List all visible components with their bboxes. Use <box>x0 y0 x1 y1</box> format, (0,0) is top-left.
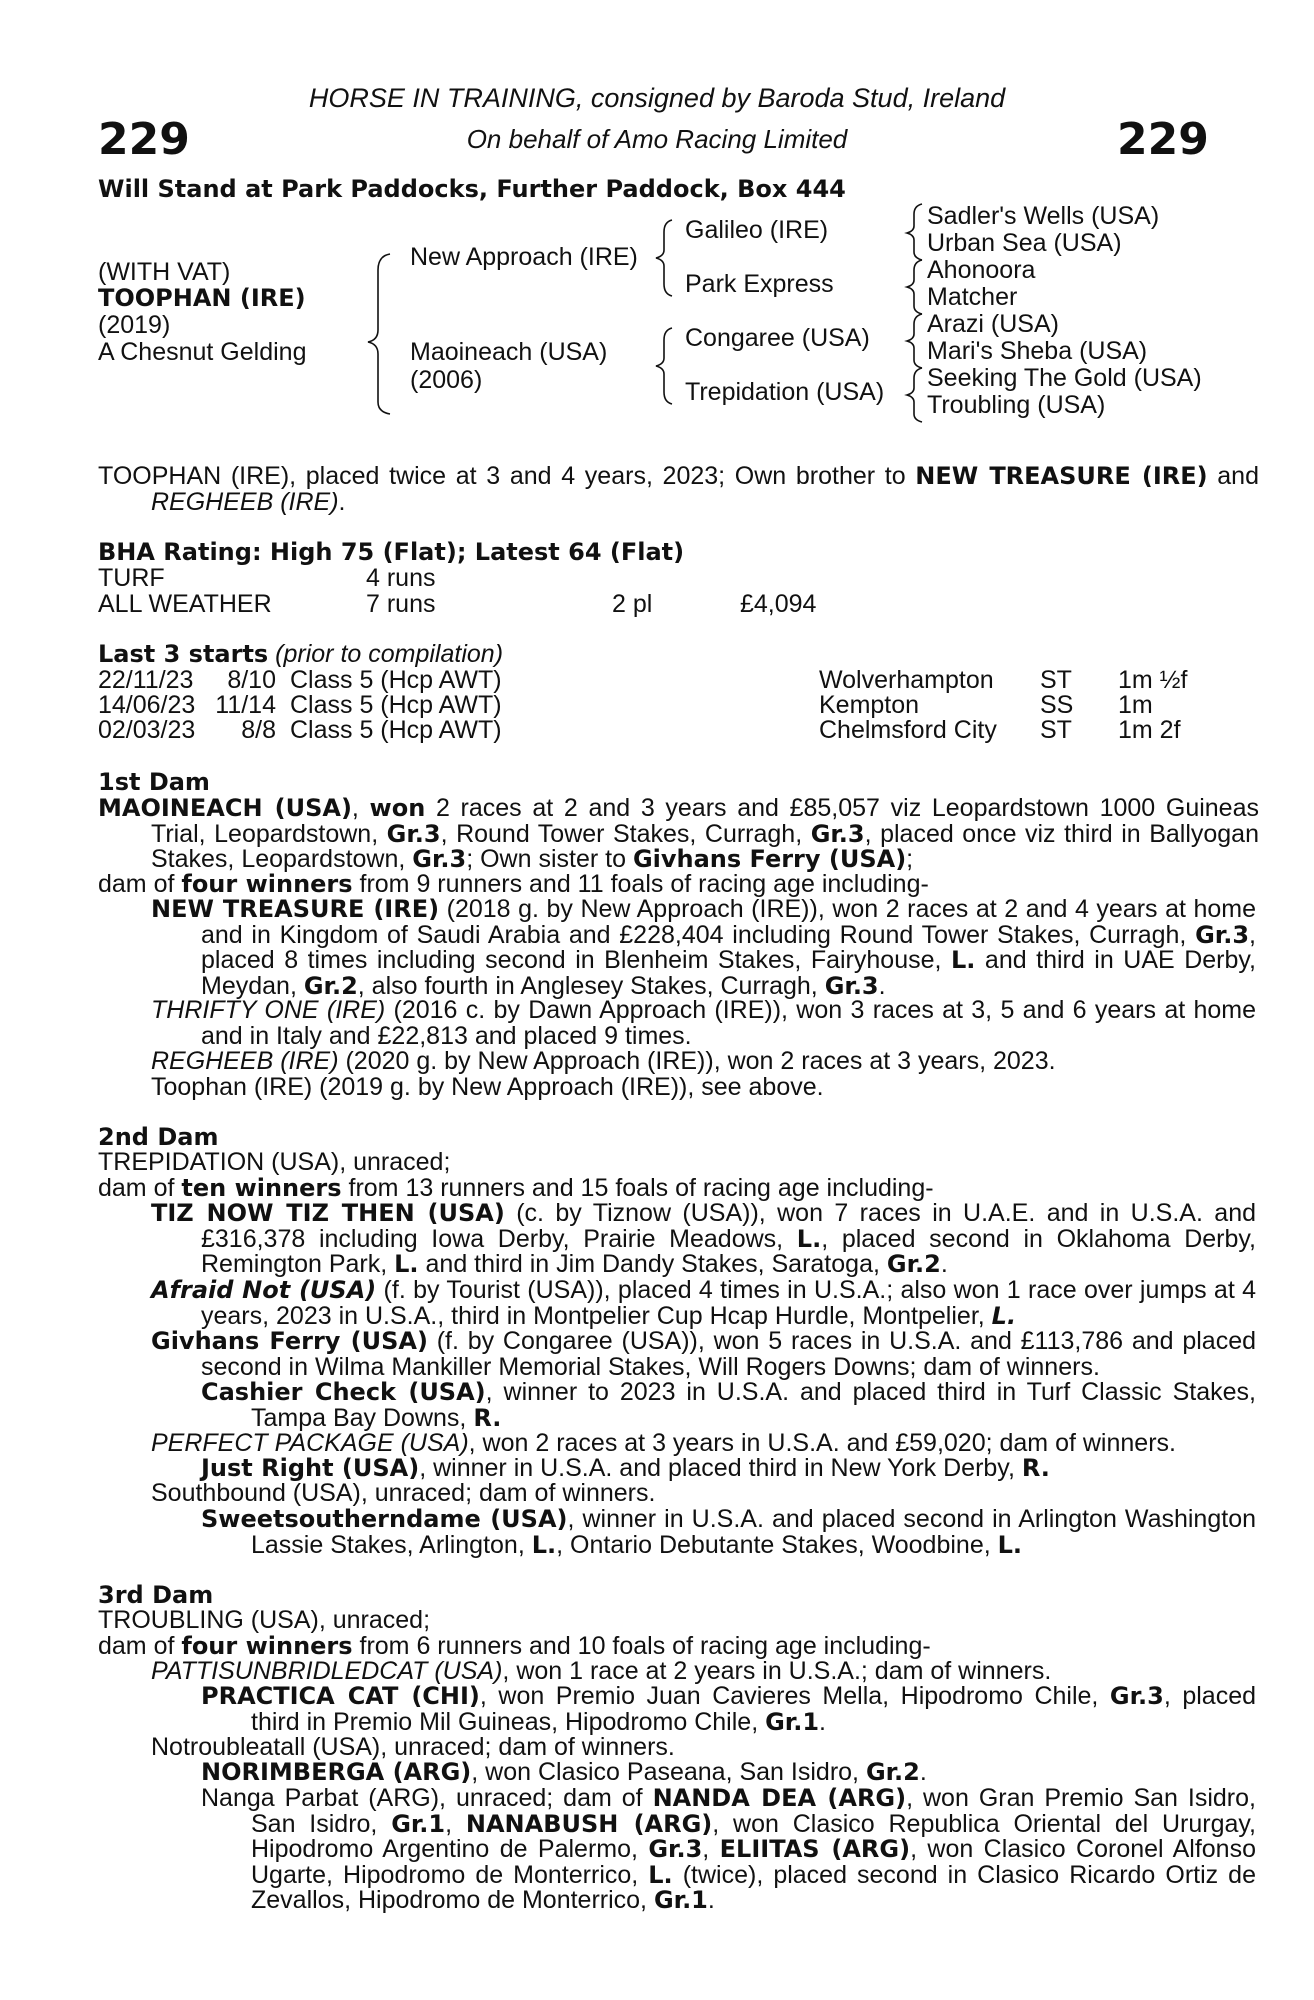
progeny-givhans-ferry <box>151 1329 1256 1380</box>
progeny-just-right <box>201 1456 1206 1482</box>
text: , placed third in Premio Mil Guineas, Hipodromo Chile, <box>251 1682 1257 1736</box>
row-class: Class 5 (Hcp AWT) <box>290 666 502 694</box>
sire-sire: Galileo (IRE) <box>685 216 829 244</box>
text: Nanga Parbat (ARG), unraced; dam of <box>201 1784 653 1812</box>
progeny-name: REGHEEB (IRE) <box>151 1047 339 1075</box>
text: . <box>919 1758 927 1786</box>
aw-placed: 2 pl <box>612 590 653 618</box>
grade: Gr.1 <box>653 1886 708 1914</box>
stand-location: Will Stand at Park Paddocks, Further Paddock, Box 444 <box>98 175 846 203</box>
text: (2020 g. by New Approach (IRE)), won 2 races at 3 years, 2023. <box>338 1047 1056 1075</box>
intro-brother2-name: REGHEEB (IRE) <box>151 487 339 516</box>
turf-runs: 4 runs <box>366 564 436 592</box>
progeny-name: NANABUSH (ARG) <box>465 1809 713 1838</box>
text: . <box>819 1707 826 1736</box>
listed: L. <box>796 1224 822 1253</box>
text: (2018 g. by New Approach (IRE)), won 2 races at 2 and 4 years at home and in Kingdom of Saudi Arabia and £228,404 including Round Tower Stakes, Curragh, <box>201 895 1256 949</box>
dam: Maoineach (USA) <box>410 338 608 366</box>
row-course: Kempton <box>819 691 920 719</box>
on-behalf-line: On behalf of Amo Racing Limited <box>466 124 848 154</box>
text: , also fourth in Anglesey Stakes, Curragh, <box>357 971 825 1000</box>
dam2-name: TREPIDATION (USA), unraced; <box>98 1148 451 1176</box>
aw-label: ALL WEATHER <box>98 590 272 618</box>
row-class: Class 5 (Hcp AWT) <box>290 716 502 744</box>
intro-paragraph <box>98 464 1259 515</box>
progeny-practica-cat <box>201 1684 1256 1735</box>
dam3-heading: 3rd Dam <box>98 1581 214 1609</box>
row-distance: 1m 2f <box>1118 716 1181 744</box>
aw-runs: 7 runs <box>366 590 436 618</box>
text: ; <box>906 845 914 873</box>
horse-year: (2019) <box>98 311 171 339</box>
won-label: won <box>369 794 426 822</box>
text: , won Gran Premio San Isidro, San Isidro, <box>251 1784 1256 1838</box>
aw-prize: £4,094 <box>740 590 817 618</box>
intro-text: TOOPHAN (IRE), placed twice at 3 and 4 years, 2023; Own brother to <box>98 462 916 490</box>
lot-number-right: 229 <box>1117 114 1209 165</box>
grade: Gr.3 <box>1195 920 1250 949</box>
grade: Gr.2 <box>865 1758 920 1786</box>
grade: Gr.3 <box>1109 1682 1164 1710</box>
progeny-name: Afraid Not (USA) <box>151 1276 377 1304</box>
progeny-afraid-not <box>151 1278 1256 1329</box>
text: . <box>878 971 886 1000</box>
grade: Gr.3 <box>412 845 467 873</box>
text: from 13 runners and 15 foals of racing age including- <box>341 1174 934 1202</box>
sister-name: Givhans Ferry (USA) <box>632 845 907 873</box>
dam1-summary <box>98 796 1259 873</box>
row-going: SS <box>1040 691 1074 719</box>
text: 2 races at 2 and 3 years and £85,057 viz Leopardstown 1000 Guineas Trial, Leopardstown, <box>151 794 1259 848</box>
text: (f. by Congaree (USA)), won 5 races in U.S.A. and £113,786 and placed second in Wilma Mankiller Memorial Stakes, Will Rogers Downs; dam of winners. <box>201 1327 1257 1381</box>
dam1-name: MAOINEACH (USA) <box>98 794 352 822</box>
horse-description: A Chesnut Gelding <box>98 338 307 366</box>
text: , won 1 race at 2 years in U.S.A.; dam of winners. <box>502 1657 1052 1685</box>
text: dam of <box>98 1632 182 1660</box>
last3-heading <box>98 642 503 668</box>
progeny-tiz-now <box>151 1201 1256 1278</box>
intro-period: . <box>338 487 346 516</box>
intro-brother-name: NEW TREASURE (IRE) <box>915 462 1208 490</box>
grade: Gr.1 <box>391 1809 446 1838</box>
text: ; Own sister to <box>466 845 633 873</box>
last3-title: Last 3 starts <box>98 640 269 668</box>
intro-and: and <box>1217 462 1259 490</box>
progeny-perfect-package <box>151 1431 1206 1457</box>
progeny-notroubleatall: Notroubleatall (USA), unraced; dam of winners. <box>151 1733 675 1761</box>
dam1-produce-intro <box>98 872 1206 898</box>
dam2-heading: 2nd Dam <box>98 1123 219 1151</box>
text: from 6 runners and 10 foals of racing age including- <box>352 1632 931 1660</box>
listed: L. <box>531 1530 557 1559</box>
text: , placed second in Oklahoma Derby, Remington Park, <box>201 1224 1256 1278</box>
listed: L. <box>997 1530 1023 1559</box>
winners-count: four winners <box>181 1632 353 1660</box>
row-course: Chelmsford City <box>819 716 997 744</box>
dam3-name: TROUBLING (USA), unraced; <box>98 1606 431 1634</box>
progeny-sweetsoutherndame <box>201 1507 1256 1558</box>
progeny-name: PATTISUNBRIDLEDCAT (USA) <box>151 1657 503 1685</box>
progeny-name: Cashier Check (USA) <box>201 1378 486 1406</box>
text: , winner in U.S.A. and placed third in New York Derby, <box>419 1454 1022 1482</box>
progeny-name: THRIFTY ONE (IRE) <box>151 996 386 1024</box>
progeny-name: ELIITAS (ARG) <box>719 1835 911 1863</box>
text: , winner in U.S.A. and placed second in Arlington Washington Lassie Stakes, Arlington, <box>251 1505 1256 1559</box>
progeny-new-treasure <box>151 897 1256 999</box>
listed: L. <box>648 1860 673 1889</box>
winners-count: four winners <box>181 870 353 898</box>
row-pos: 8/8 <box>241 716 276 744</box>
progeny-southbound: Southbound (USA), unraced; dam of winners. <box>151 1479 656 1507</box>
text: . <box>707 1886 715 1914</box>
row-distance: 1m ½f <box>1118 666 1188 694</box>
text: , placed once viz third in Ballyogan Stakes, Leopardstown, <box>151 819 1259 873</box>
progeny-name: PRACTICA CAT (CHI) <box>201 1682 480 1710</box>
text: (f. by Tourist (USA)), placed 4 times in U.S.A.; also won 1 race over jumps at 4 years, 2023 in U.S.A., third in Montpelier Cup Hcap Hurdle, Montpelier, <box>201 1276 1256 1330</box>
sire: New Approach (IRE) <box>410 243 638 271</box>
dam-dam: Trepidation (USA) <box>685 378 885 406</box>
grade: Gr.3 <box>810 819 865 848</box>
text: (c. by Tiznow (USA)), won 7 races in U.A.E. and in U.S.A. and £316,378 including Iowa Derby, Prairie Meadows, <box>201 1199 1257 1253</box>
listed: L. <box>394 1250 419 1278</box>
text: dam of <box>98 870 182 898</box>
ds-dam: Mari's Sheba (USA) <box>927 337 1148 365</box>
grade: Gr.3 <box>386 819 441 848</box>
row-going: ST <box>1040 666 1072 694</box>
restricted: R. <box>1021 1454 1050 1482</box>
text: , won Clasico Coronel Alfonso Ugarte, Hipodromo de Monterrico, <box>251 1835 1256 1889</box>
progeny-toophan: Toophan (IRE) (2019 g. by New Approach (IRE)), see above. <box>151 1073 824 1101</box>
grade: Gr.3 <box>824 971 879 1000</box>
sd-sire: Ahonoora <box>927 256 1036 284</box>
progeny-name: Sweetsoutherndame (USA) <box>201 1505 568 1533</box>
consignor-line: HORSE IN TRAINING, consigned by Baroda Stud, Ireland <box>308 83 1006 113</box>
grade: Gr.2 <box>886 1250 941 1278</box>
grade: Gr.1 <box>765 1707 820 1736</box>
row-date: 14/06/23 <box>98 691 196 719</box>
row-date: 22/11/23 <box>98 666 194 694</box>
listed: L. <box>950 946 976 974</box>
text: , <box>445 1809 466 1838</box>
winners-count: ten winners <box>181 1174 342 1202</box>
text: , winner to 2023 in U.S.A. and placed third in Turf Classic Stakes, Tampa Bay Downs, <box>251 1378 1256 1432</box>
progeny-name: TIZ NOW TIZ THEN (USA) <box>151 1199 505 1227</box>
progeny-thrifty-one <box>151 998 1256 1049</box>
row-going: ST <box>1040 716 1072 744</box>
ss-sire: Sadler's Wells (USA) <box>927 202 1160 230</box>
grade: Gr.2 <box>303 971 358 1000</box>
ss-dam: Urban Sea (USA) <box>927 229 1122 257</box>
progeny-name: Just Right (USA) <box>201 1454 420 1482</box>
last3-note: (prior to compilation) <box>275 640 504 668</box>
text: , <box>702 1835 720 1863</box>
text: , won Premio Juan Cavieres Mella, Hipodromo Chile, <box>479 1682 1110 1710</box>
progeny-name: PERFECT PACKAGE (USA) <box>151 1429 469 1457</box>
text: , won Clasico Paseana, San Isidro, <box>471 1758 866 1786</box>
text: , <box>351 794 370 822</box>
row-date: 02/03/23 <box>98 716 196 744</box>
text: (twice), placed second in Clasico Ricardo Ortiz de Zevallos, Hipodromo de Monterrico, <box>251 1860 1256 1914</box>
progeny-name: NORIMBERGA (ARG) <box>201 1758 472 1786</box>
listed: L. <box>991 1301 1017 1330</box>
row-course: Wolverhampton <box>819 666 994 694</box>
dd-dam: Troubling (USA) <box>927 391 1106 419</box>
text: and third in UAE Derby, Meydan, <box>201 946 1256 1000</box>
text: , Round Tower Stakes, Curragh, <box>440 819 811 848</box>
sire-dam: Park Express <box>685 270 834 298</box>
text: . <box>940 1250 948 1278</box>
horse-name: TOOPHAN (IRE) <box>98 284 306 312</box>
row-distance: 1m <box>1118 691 1153 719</box>
turf-label: TURF <box>98 564 165 592</box>
row-class: Class 5 (Hcp AWT) <box>290 691 502 719</box>
progeny-name: NANDA DEA (ARG) <box>652 1784 907 1812</box>
row-pos: 8/10 <box>227 666 276 694</box>
dam3-produce-intro <box>98 1634 1206 1660</box>
dam2-produce-intro <box>98 1176 1206 1202</box>
progeny-regheeb <box>151 1049 1206 1075</box>
text: , placed 8 times including second in Blenheim Stakes, Fairyhouse, <box>201 920 1256 974</box>
restricted: R. <box>473 1403 502 1432</box>
text: from 9 runners and 11 foals of racing age including- <box>352 870 929 898</box>
dam1-heading: 1st Dam <box>98 768 210 796</box>
grade: Gr.3 <box>648 1835 703 1863</box>
progeny-cashier-check <box>201 1380 1256 1431</box>
dam-year: (2006) <box>410 366 483 394</box>
row-pos: 11/14 <box>215 691 276 719</box>
dam-sire: Congaree (USA) <box>685 324 870 352</box>
text: and third in Jim Dandy Stakes, Saratoga, <box>418 1250 887 1278</box>
progeny-nanga-parbat <box>201 1786 1256 1914</box>
lot-number-left: 229 <box>98 114 190 165</box>
bha-rating: BHA Rating: High 75 (Flat); Latest 64 (Flat) <box>98 538 685 566</box>
ds-sire: Arazi (USA) <box>927 310 1059 338</box>
text: , won Clasico Republica Oriental del Ururgay, Hipodromo Argentino de Palermo, <box>251 1809 1256 1863</box>
progeny-name: Givhans Ferry (USA) <box>151 1327 428 1355</box>
text: , won 2 races at 3 years in U.S.A. and £59,020; dam of winners. <box>468 1429 1176 1457</box>
sd-dam: Matcher <box>927 283 1018 311</box>
text: (2016 c. by Dawn Approach (IRE)), won 3 races at 3, 5 and 6 years at home and in Italy and £22,813 and placed 9 times. <box>201 996 1257 1050</box>
progeny-norimberga <box>201 1760 1206 1786</box>
text: , Ontario Debutante Stakes, Woodbine, <box>556 1530 998 1559</box>
progeny-name: NEW TREASURE (IRE) <box>151 895 440 923</box>
text: dam of <box>98 1174 182 1202</box>
dd-sire: Seeking The Gold (USA) <box>927 364 1202 392</box>
vat-note: (WITH VAT) <box>98 258 231 286</box>
progeny-pattisunbridledcat <box>151 1659 1206 1685</box>
